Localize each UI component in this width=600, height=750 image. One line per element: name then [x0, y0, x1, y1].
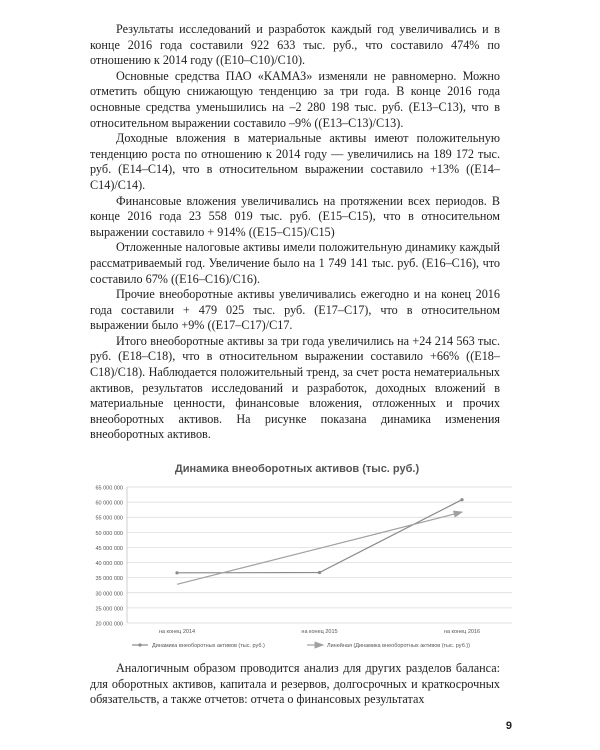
- legend-marker: [138, 643, 141, 646]
- y-tick-label: 20 000 000: [95, 621, 123, 628]
- page-number: 9: [505, 720, 512, 732]
- paragraph-closing: Аналогичным образом проводится анализ для других разделов баланса: для оборотных активов, капитала и резервов, долгосрочных и краткосрочных обязательств, а также отчетов: отчета о финансовых результатах: [90, 661, 500, 707]
- legend-label-0: Динамика внеоборотных активов (тыс. руб.): [152, 643, 265, 649]
- y-tick-label: 65 000 000: [95, 485, 123, 492]
- series-line-0: [177, 500, 462, 573]
- y-tick-label: 50 000 000: [95, 530, 123, 537]
- closing-text: [90, 661, 500, 708]
- chart-title: Динамика внеоборотных активов (тыс. руб.): [174, 463, 420, 475]
- y-tick-label: 30 000 000: [95, 591, 123, 598]
- chart-svg: [72, 455, 522, 650]
- paragraph-rnd: Результаты исследований и разработок каждый год увеличивались и в конце 2016 года составили 922 633 тыс. руб., что составило 474% по отношению к 2014 году ((E10–C10)/C10).: [90, 22, 500, 68]
- paragraph-financial-investments: Финансовые вложения увеличивались на протяжении всех периодов. В конце 2016 года 23 558 019 тыс. руб. (E15–C15), что в относительном выражении составило + 914% ((E15–C15)/C15): [90, 193, 500, 239]
- body-text: [90, 22, 500, 443]
- data-point: [175, 571, 178, 574]
- y-tick-label: 45 000 000: [95, 545, 123, 552]
- y-tick-label: 40 000 000: [95, 561, 123, 568]
- paragraph-income-investments: Доходные вложения в материальные активы имеют положительную тенденцию роста по отношению к 2014 году — увеличились на 189 172 тыс. руб. (E14–C14), что в относительном выражении составило +13% ((E14–C14)/C14).: [90, 131, 500, 192]
- y-tick-label: 25 000 000: [95, 606, 123, 613]
- legend-label-1: Линейная (Динамика внеоборотных активов (тыс. руб.)): [327, 643, 470, 649]
- y-tick-label: 60 000 000: [95, 500, 123, 507]
- chart: [72, 455, 522, 650]
- paragraph-total-assets: Итого внеоборотные активы за три года увеличились на +24 214 563 тыс. руб. (E18–C18), что в относительном выражении составило +66% ((E18–C18)/C18). Наблюдается положительный тренд, за счет роста нематериальных активов, результатов исследований и разработок, доходных вложений в материальные ценности, финансовые вложения, отложенных и прочих внеоборотных активов. На рисунке показана динамика изменения внеоборотных активов.: [90, 333, 500, 442]
- y-tick-label: 55 000 000: [95, 515, 123, 522]
- data-point: [318, 571, 321, 574]
- y-tick-label: 35 000 000: [95, 576, 123, 583]
- paragraph-other-assets: Прочие внеоборотные активы увеличивались ежегодно и на конец 2016 года составили + 479 025 тыс. руб. (E17–C17), что в относительном выражении было +9% ((E17–C17)/C17.: [90, 287, 500, 333]
- paragraph-deferred-tax: Отложенные налоговые активы имели положительную динамику каждый рассматриваемый год. Увеличение было на 1 749 141 тыс. руб. (E16–C16), что составило 67% ((E16–C16)/C16).: [90, 240, 500, 286]
- data-point: [460, 498, 463, 501]
- x-tick-label: на конец 2014: [158, 629, 196, 635]
- paragraph-fixed-assets: Основные средства ПАО «КАМАЗ» изменяли не равномерно. Можно отметить общую снижающую тенденцию за три года. В конце 2016 года основные средства уменьшились на –2 280 198 тыс. руб. (E13–C13), что в относительном выражении составило –9% ((E13–C13)/C13).: [90, 68, 500, 130]
- x-tick-label: на конец 2015: [301, 629, 338, 635]
- x-tick-label: на конец 2016: [443, 629, 481, 635]
